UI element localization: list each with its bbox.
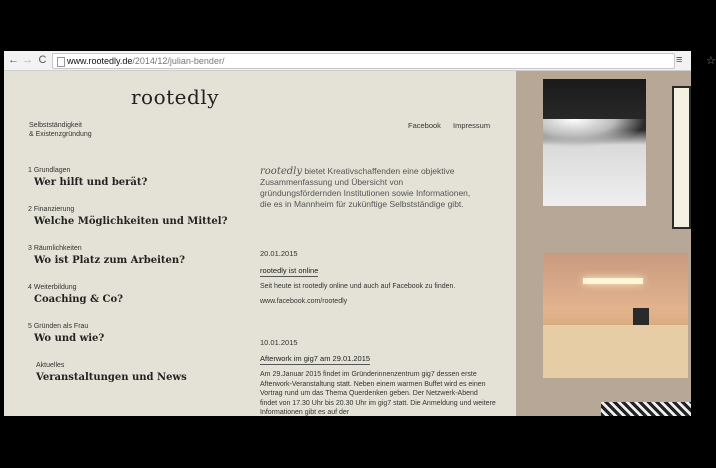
- forward-icon[interactable]: →: [22, 54, 33, 66]
- nav-link-2[interactable]: Welche Möglichkeiten und Mittel?: [34, 216, 228, 227]
- post-date: 10.01.2015: [260, 338, 298, 347]
- nav-section-3: 3 Räumlichkeiten: [28, 245, 82, 252]
- post-link[interactable]: www.facebook.com/rootedly: [260, 298, 348, 305]
- site-logo[interactable]: rootedly: [131, 85, 220, 109]
- nav-link-1[interactable]: Wer hilft und berät?: [34, 177, 148, 188]
- web-page: [4, 71, 516, 416]
- back-icon[interactable]: ←: [8, 54, 19, 66]
- facebook-link[interactable]: Facebook: [408, 121, 441, 130]
- nav-section-1: 1 Grundlagen: [28, 167, 71, 174]
- page-icon: [57, 57, 65, 67]
- site-tagline: Selbstständigkeit & Existenzgründung: [29, 122, 92, 138]
- nav-section-2: 2 Finanzierung: [28, 206, 75, 213]
- nav-link-3[interactable]: Wo ist Platz zum Arbeiten?: [34, 255, 185, 266]
- menu-icon[interactable]: ≡: [676, 54, 683, 66]
- post-title-link[interactable]: Afterwork im gig7 am 29.01.2015: [260, 354, 371, 363]
- nav-link-4[interactable]: Coaching & Co?: [34, 294, 124, 305]
- post-text: Seit heute ist rootedly online und auch auf Facebook zu finden.: [260, 283, 456, 290]
- nav-section-news: Aktuelles: [36, 362, 65, 369]
- lamp-photo[interactable]: [543, 79, 646, 206]
- nav-link-news[interactable]: Veranstaltungen und News: [36, 372, 187, 383]
- poster-photo[interactable]: [672, 86, 691, 229]
- nav-section-5: 5 Gründen als Frau: [28, 323, 89, 330]
- pattern-photo[interactable]: [601, 402, 691, 416]
- browser-toolbar: [4, 51, 716, 71]
- interior-photo[interactable]: [543, 253, 688, 378]
- bookmark-star-icon[interactable]: ☆: [706, 55, 716, 67]
- post-title-link[interactable]: rootedly ist online: [260, 266, 319, 275]
- browser-window: [4, 51, 716, 416]
- address-bar[interactable]: [52, 53, 716, 69]
- post-date: 20.01.2015: [260, 249, 298, 258]
- impressum-link[interactable]: Impressum: [453, 121, 491, 130]
- intro-text: rootedly bietet Kreativschaffenden eine objektive Zusammenfassung und Übersicht von gründungsfördernden Institutionen sowie Informationen, die es in Mannheim für zukünftige Selbstständige gibt.: [260, 166, 471, 209]
- post-text: Am 29.Januar 2015 findet im Gründerinnenzentrum gig7 dessen erste Afterwork-Veranstaltung statt. Neben einem warmen Buffet wird es einen Vortrag rund um das Thema Querdenken geben. Der Netzwerk-Abend findet von 17.30 Uhr bis 20.30 Uhr im gig7 statt. Die Anmeldung und weitere Informationen gibt es auf der: [260, 371, 496, 416]
- nav-link-5[interactable]: Wo und wie?: [34, 333, 105, 344]
- nav-section-4: 4 Weiterbildung: [28, 284, 77, 291]
- reload-icon[interactable]: C: [38, 54, 47, 66]
- image-column: [516, 71, 691, 416]
- url-text[interactable]: www.rootedly.de/2014/12/julian-bender/: [67, 56, 225, 66]
